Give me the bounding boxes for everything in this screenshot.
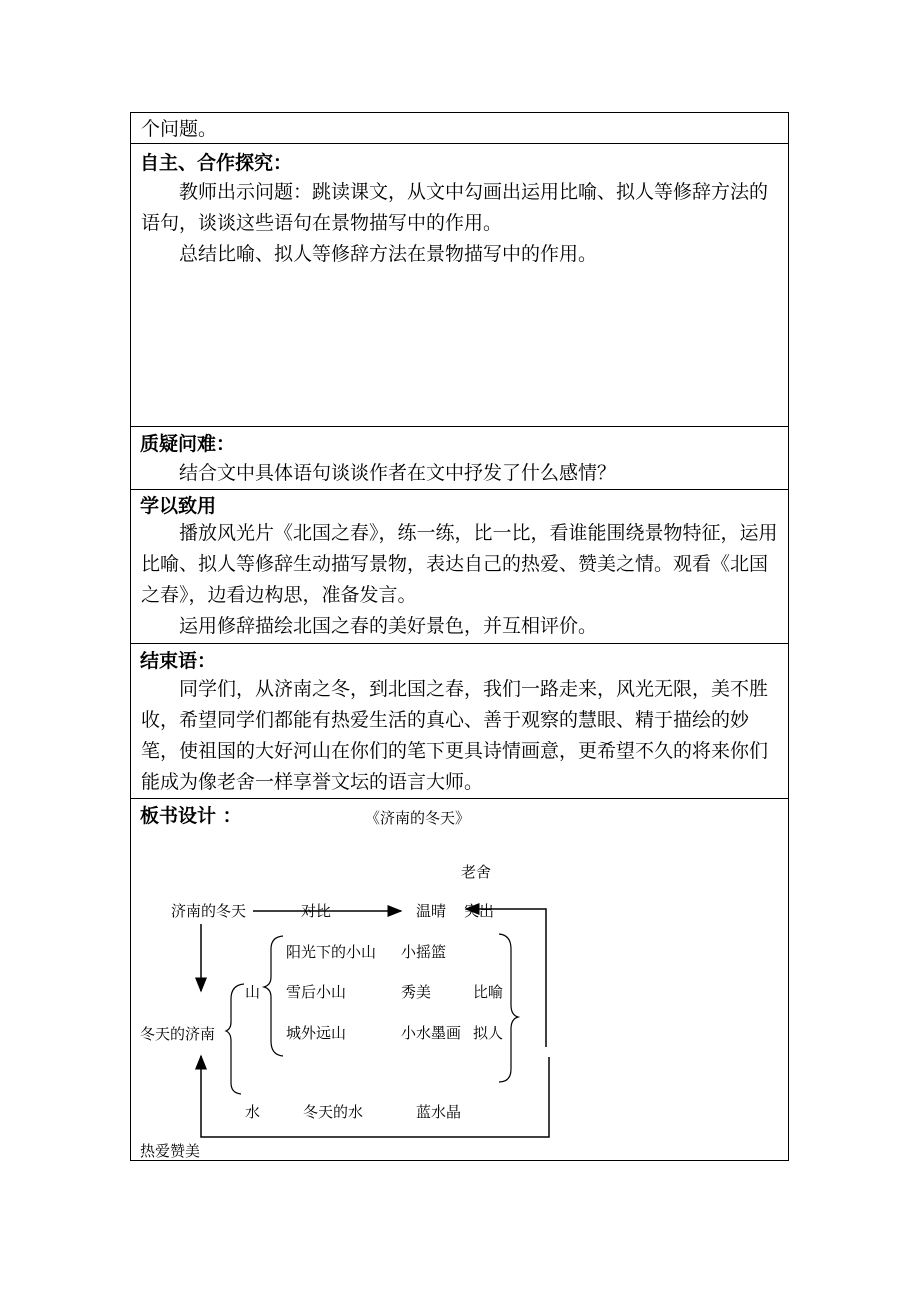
row-apply [131, 490, 788, 644]
board-m2b: 秀美 [401, 983, 432, 1001]
board-m2c: 比喻 [473, 983, 504, 1001]
question-heading: 质疑问难： [140, 433, 236, 455]
row-closing [131, 644, 788, 799]
apply-heading: 学以致用 [140, 495, 217, 517]
board-m3c: 拟人 [473, 1024, 504, 1042]
question-paragraph-1: 结合文中具体语句谈谈作者在文中抒发了什么感情？ [179, 462, 617, 484]
board-warm: 温晴 [416, 902, 447, 920]
explore-paragraph-1: 教师出示问题：跳读课文，从文中勾画出运用比喻、拟人等修辞方法的语句，谈谈这些语句在景物描写中的作用。 [141, 181, 769, 234]
board-left-mid: 冬天的济南 [140, 1025, 216, 1043]
board-m3b: 小水墨画 [401, 1024, 462, 1042]
board-w1: 冬天的水 [303, 1103, 364, 1121]
explore-heading: 自主、合作探究： [140, 152, 293, 174]
lesson-plan-table [130, 112, 789, 1161]
board-water: 水 [245, 1103, 261, 1121]
board-m1: 阳光下的小山 [286, 943, 377, 961]
big-brace [226, 984, 244, 1094]
board-author: 老舍 [461, 863, 492, 881]
board-m1b: 小摇篮 [401, 943, 447, 961]
row-explore [131, 144, 788, 427]
explore-paragraph-2: 总结比喻、拟人等修辞方法在景物描写中的作用。 [179, 243, 598, 265]
board-mountain: 山 [245, 983, 261, 1001]
mountain-brace [264, 936, 283, 1056]
board-bottom: 热爱赞美 [140, 1142, 201, 1160]
board-m3: 城外远山 [286, 1024, 347, 1042]
closing-paragraph-1: 同学们，从济南之冬，到北国之春，我们一路走来，风光无限，美不胜收，希望同学们都能有热爱生活的真心、善于观察的慧眼、精于描绘的妙笔，使祖国的大好河山在你们的笔下更具诗情画意，更希望不久的将来你们能成为像老舍一样享誉文坛的语言大师。 [141, 678, 769, 793]
row-question [131, 427, 788, 490]
arrow-loop [201, 1056, 549, 1137]
apply-paragraph-2: 运用修辞描绘北国之春的美好景色，并互相评价。 [179, 615, 598, 637]
row-carryover [131, 113, 788, 144]
board-m2: 雪后小山 [286, 983, 347, 1001]
apply-paragraph-1: 播放风光片《北国之春》，练一练，比一比，看谁能围绕景物特征，运用比喻、拟人等修辞生动描写景物，表达自己的热爱、赞美之情。观看《北国之春》，边看边构思，准备发言。 [141, 522, 778, 606]
board-heading: 板书设计 ： [140, 805, 242, 827]
board-w2: 蓝水晶 [416, 1103, 462, 1121]
board-highlight: 突出 [464, 902, 495, 920]
rhetoric-brace [499, 934, 518, 1082]
board-title: 《济南的冬天》 [365, 809, 471, 827]
board-left-top: 济南的冬天 [171, 902, 247, 920]
board-contrast: 对比 [301, 902, 332, 920]
closing-heading: 结束语： [140, 650, 217, 672]
carryover-text: 个问题。 [141, 118, 218, 140]
row-board-design [131, 799, 788, 1160]
